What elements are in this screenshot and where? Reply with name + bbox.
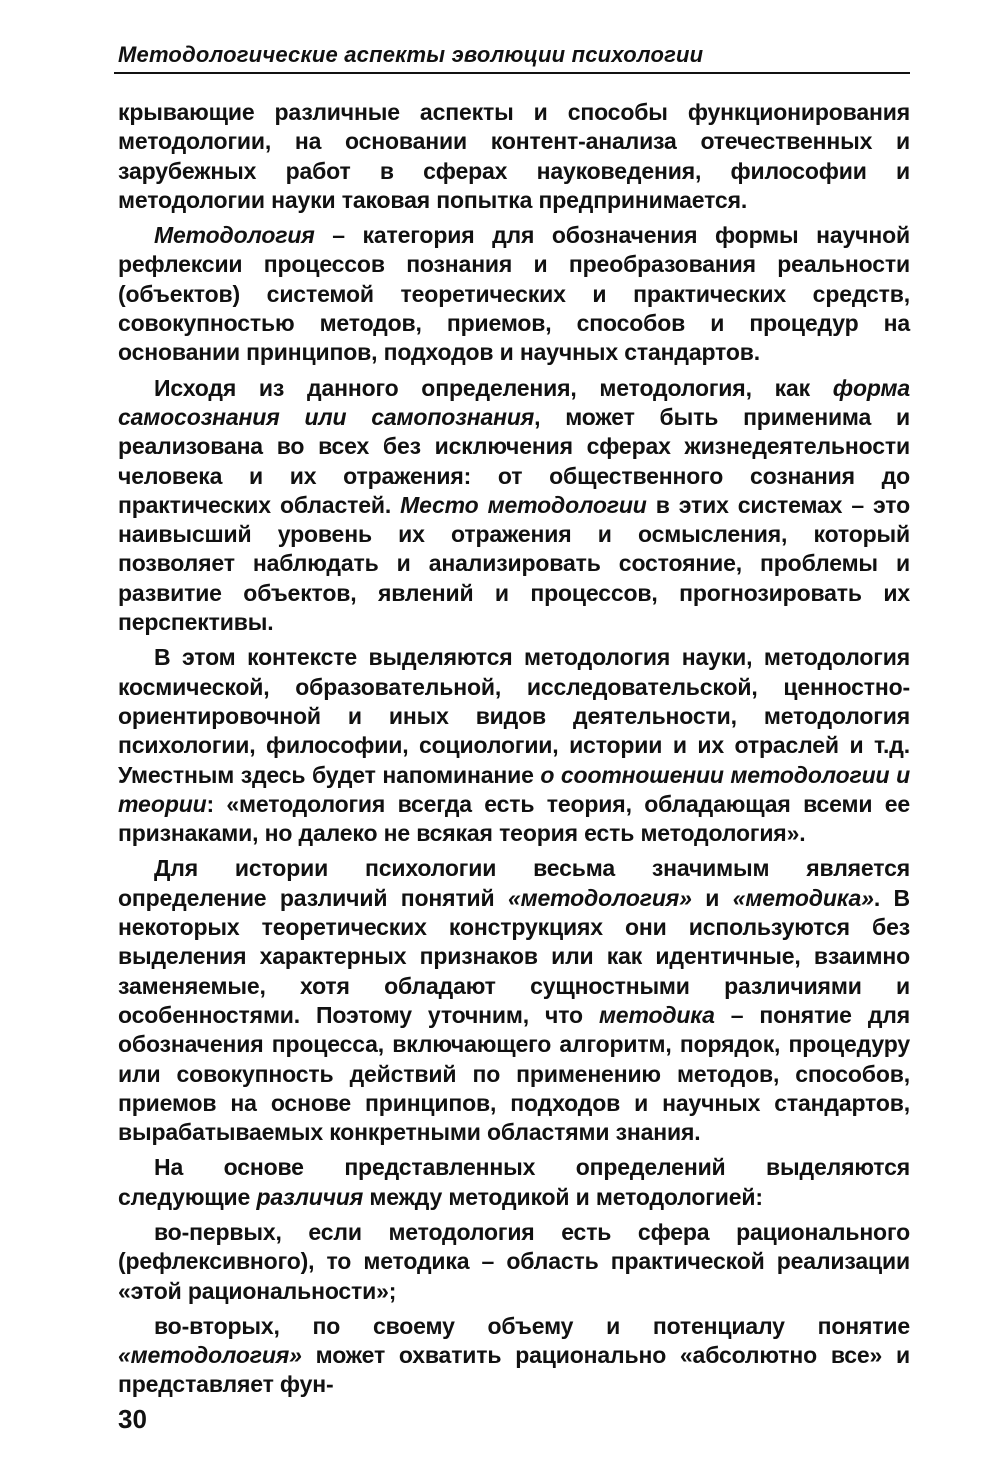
page-number: 30	[118, 1404, 147, 1434]
paragraph-7: во-первых, если методология есть сфера рационального (рефлексивного), то методика – область практической реализации «этой рациональности»;	[118, 1218, 910, 1304]
paragraph-6: На основе представленных определений выделяются следующие различия между методикой и методологией:	[118, 1154, 910, 1210]
header-rule	[114, 72, 910, 74]
paragraph-3: Исходя из данного определения, методология, как форма самосознания или самопознания, может быть применима и реализована во всех без исключения сферах жизнедеятельности человека и их отражения: от общественного сознания до практических областей. Место методологии в этих системах – это наивысший уровень их отражения и осмысления, который позволяет наблюдать и анализировать состояние, проблемы и развитие объектов, явлений и процессов, прогнозировать их перспективы.	[118, 374, 910, 636]
paragraph-4: В этом контексте выделяются методология науки, методология космической, образовательной, исследовательской, ценностно-ориентировочной и иных видов деятельности, методология психологии, философии, социологии, истории и их отраслей и т.д. Уместным здесь будет напоминание о соотношении методологии и теории: «методология всегда есть теория, обладающая всеми ее признаками, но далеко не всякая теория есть методология».	[118, 644, 910, 847]
body-text	[118, 98, 910, 1400]
paragraph-8: во-вторых, по своему объему и потенциалу понятие «методология» может охватить рационально «абсолютно все» и представляет фун-	[118, 1312, 910, 1398]
paragraph-5: Для истории психологии весьма значимым является определение различий понятий «методология» и «методика». В некоторых теоретических конструкциях они используются без выделения характерных признаков или как идентичные, взаимно заменяемые, хотя обладают сущностными различиями и особенностями. Поэтому уточним, что методика – понятие для обозначения процесса, включающего алгоритм, порядок, процедуру или совокупность действий по применению методов, способов, приемов на основе принципов, подходов и научных стандартов, вырабатываемых конкретными областями знания.	[118, 855, 911, 1146]
running-title: Методологические аспекты эволюции психологии	[118, 42, 704, 67]
paragraph-1: крывающие различные аспекты и способы функционирования методологии, на основании контент-анализа отечественных и зарубежных работ в сферах науковедения, философии и методологии науки таковая попытка предпринимается.	[118, 99, 910, 213]
term-methodika: методика	[598, 1001, 715, 1028]
term-methodology: Методология	[154, 222, 315, 249]
paragraph-2: Методология – категория для обозначения формы научной рефлексии процессов познания и преобразования реальности (объектов) системой теоретических и практических средств, совокупностью методов, приемов, способов и процедур на основании принципов, подходов и научных стандартов.	[118, 222, 910, 366]
